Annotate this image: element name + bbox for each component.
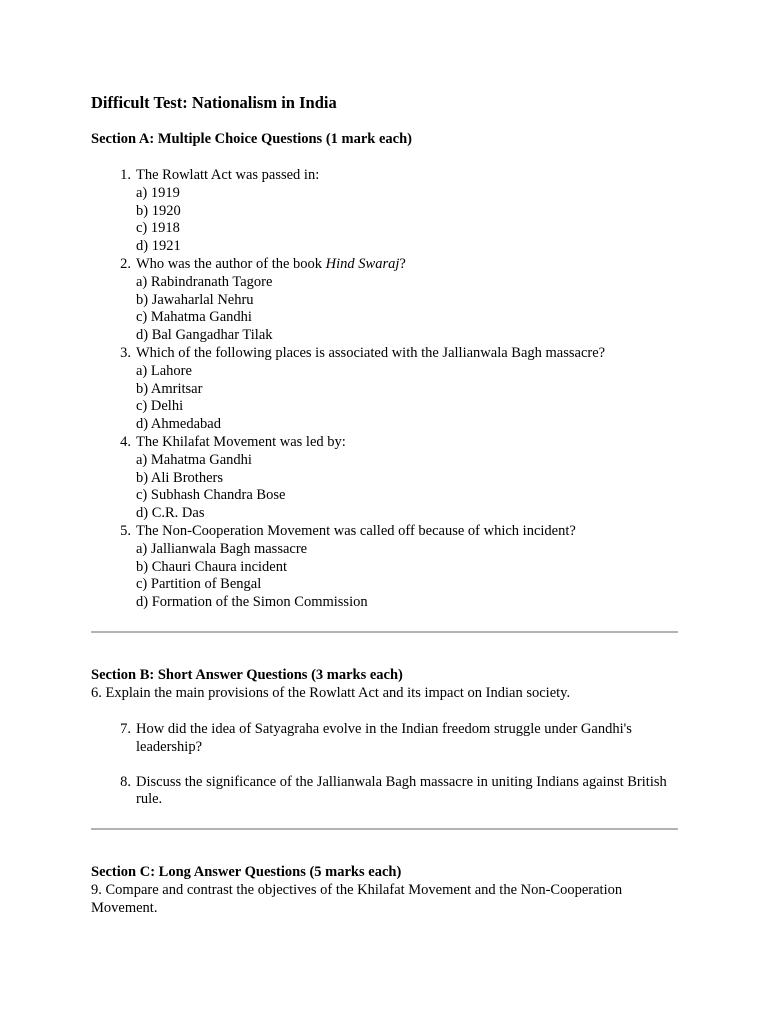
option-b: b) Jawaharlal Nehru	[136, 291, 254, 308]
option-d: d) Bal Gangadhar Tilak	[136, 327, 273, 344]
option-d: d) Formation of the Simon Commission	[136, 594, 368, 611]
question-8	[91, 774, 671, 810]
option-c: c) 1918	[136, 220, 180, 237]
option-a: a) Mahatma Gandhi	[136, 451, 252, 468]
section-b-question-list	[91, 721, 671, 809]
question-number: 2.	[120, 255, 131, 272]
option-d: d) 1921	[136, 238, 181, 255]
question-2	[91, 256, 671, 345]
question-9: 9. Compare and contrast the objectives of the Khilafat Movement and the Non-Cooperation Movement.	[91, 882, 623, 916]
option-a: a) 1919	[136, 184, 180, 201]
question-4	[91, 434, 671, 523]
book-title: Hind Swaraj	[325, 255, 400, 272]
option-a: a) Rabindranath Tagore	[136, 273, 273, 290]
question-text: Discuss the significance of the Jallianwala Bagh massacre in uniting Indians against British rule.	[136, 773, 667, 808]
option-d: d) C.R. Das	[136, 505, 205, 522]
section-divider	[91, 828, 678, 830]
question-number: 5.	[120, 522, 131, 539]
option-b: b) 1920	[136, 202, 181, 219]
section-a-question-list	[91, 167, 671, 612]
question-number: 7.	[120, 721, 131, 737]
question-number: 1.	[120, 167, 131, 183]
option-c: c) Delhi	[136, 398, 184, 415]
option-b: b) Amritsar	[136, 380, 203, 397]
option-d: d) Ahmedabad	[136, 416, 221, 433]
option-a: a) Lahore	[136, 362, 192, 379]
question-number: 3.	[120, 344, 131, 361]
question-7	[91, 721, 671, 757]
section-b-heading: Section B: Short Answer Questions (3 marks each)	[91, 667, 403, 683]
section-divider	[91, 631, 678, 633]
question-5	[91, 523, 671, 612]
option-a: a) Jallianwala Bagh massacre	[136, 540, 308, 557]
question-text: How did the idea of Satyagraha evolve in the Indian freedom struggle under Gandhi's leadership?	[136, 721, 632, 755]
question-1	[91, 167, 671, 256]
question-text-start: Who was the author of the book	[136, 255, 326, 272]
question-text: The Khilafat Movement was led by:	[136, 433, 346, 450]
option-c: c) Mahatma Gandhi	[136, 309, 252, 326]
question-text	[136, 256, 671, 274]
question-number: 4.	[120, 433, 131, 450]
option-b: b) Ali Brothers	[136, 469, 223, 486]
option-b: b) Chauri Chaura incident	[136, 558, 287, 575]
question-text: Which of the following places is associated with the Jallianwala Bagh massacre?	[136, 344, 606, 361]
option-c: c) Partition of Bengal	[136, 576, 262, 593]
question-number: 8.	[120, 773, 131, 790]
page-title: Difficult Test: Nationalism in India	[91, 93, 337, 112]
section-c-heading: Section C: Long Answer Questions (5 marks each)	[91, 864, 402, 880]
question-text: The Non-Cooperation Movement was called off because of which incident?	[136, 522, 576, 539]
question-text-end: ?	[399, 255, 406, 272]
question-text: The Rowlatt Act was passed in:	[136, 167, 320, 183]
question-6: 6. Explain the main provisions of the Rowlatt Act and its impact on Indian society.	[91, 685, 571, 701]
question-3	[91, 345, 671, 434]
section-a-heading: Section A: Multiple Choice Questions (1 mark each)	[91, 131, 412, 147]
option-c: c) Subhash Chandra Bose	[136, 487, 286, 504]
